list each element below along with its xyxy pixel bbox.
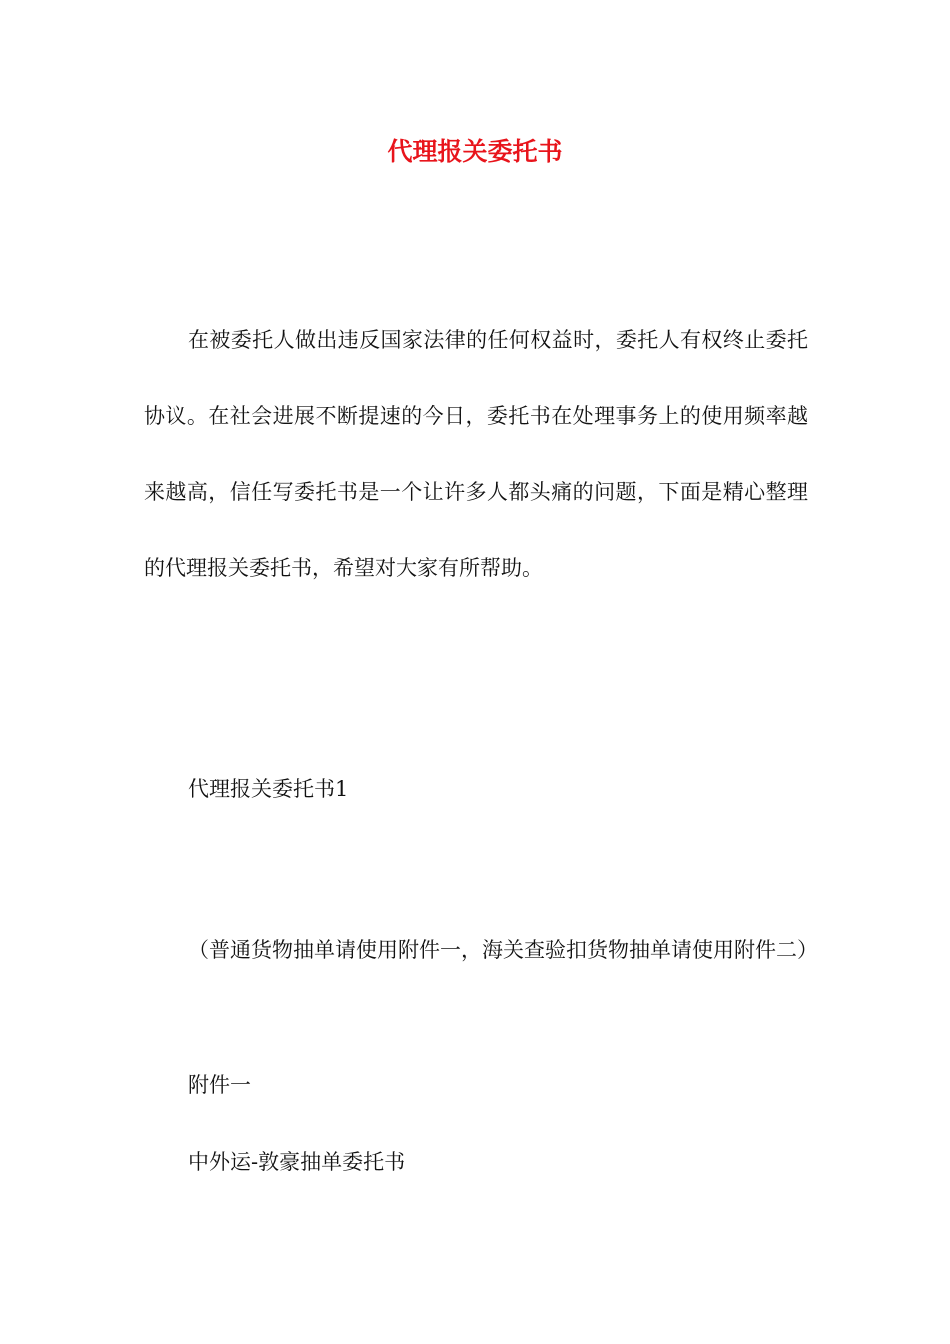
annex-document-title: 中外运-敦豪抽单委托书 bbox=[188, 1150, 406, 1174]
note-paragraph: （普通货物抽单请使用附件一，海关查验扣货物抽单请使用附件二） bbox=[188, 938, 818, 962]
document-title: 代理报关委托书 bbox=[387, 137, 563, 166]
section-heading: 代理报关委托书1 bbox=[188, 777, 349, 801]
intro-paragraph: 在被委托人做出违反国家法律的任何权益时，委托人有权终止委托协议。在社会进展不断提速的今日，委托书在处理事务上的使用频率越来越高，信任写委托书是一个让许多人都头痛的问题，下面是精心整理的代理报关委托书，希望对大家有所帮助。 bbox=[144, 328, 808, 580]
annex-label: 附件一 bbox=[188, 1073, 251, 1097]
